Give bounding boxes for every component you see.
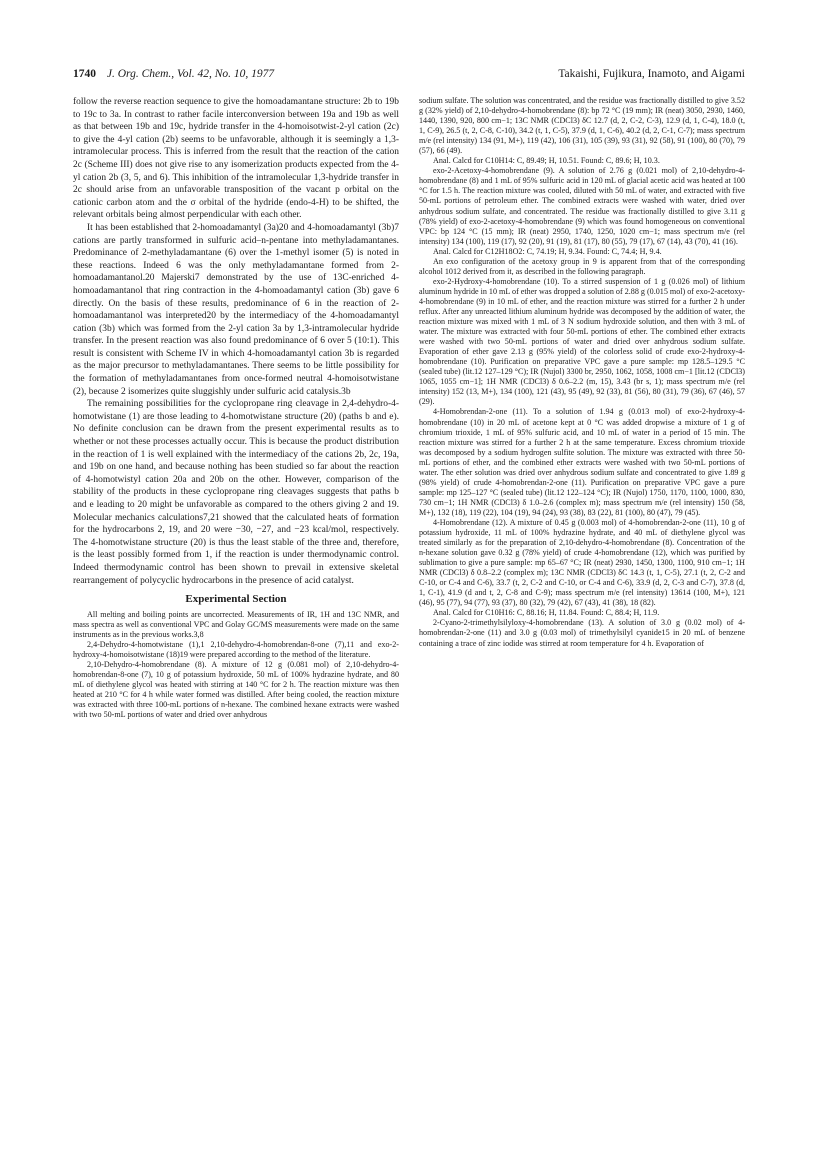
right-column	[419, 96, 745, 1141]
author-list: Takaishi, Fujikura, Inamoto, and Aigami	[558, 68, 745, 80]
left-column	[73, 96, 399, 1096]
page-number: 1740	[73, 68, 96, 80]
experimental-paragraph: 2,10-Dehydro-4-homobrendane (8). A mixture of 12 g (0.081 mol) of 2,10-dehydro-4-homobrendan-8-one (7), 10 g of potassium hydroxide, 50 mL of 100% hydrazine hydrate, and 80 mL of diethylene glycol was heated with stirring at 140 °C for 2 h. The reaction mixture was then heated at 210 °C for 4 h while water formed was distilled. After being cooled, the reaction mixture was extracted with three 100-mL portions of n-hexane. The combined hexane extracts were washed with two 50-mL portions of water and dried over anhydrous	[73, 660, 399, 720]
experimental-paragraph: All melting and boiling points are uncorrected. Measurements of IR, 1H and 13C NMR, and mass spectra as well as conventional VPC and Golay GC/MS measurements were made on the same instruments as in the previous works.3,8	[73, 610, 399, 640]
journal-citation: J. Org. Chem., Vol. 42, No. 10, 1977	[106, 68, 275, 80]
analysis-paragraph: Anal. Calcd for C10H16: C, 88.16; H, 11.84. Found: C, 88.4; H, 11.9.	[433, 608, 660, 618]
experimental-paragraph: 2-Cyano-2-trimethylsilyloxy-4-homobrendane (13). A solution of 3.0 g (0.02 mol) of 4-homobrendan-2-one (11) and 3.0 g (0.03 mol) of trimethylsilyl cyanide15 in 20 mL of benzene containing a trace of zinc iodide was stirred at room temperature for 4 h. Evaporation of	[419, 618, 745, 648]
experimental-paragraph: 4-Homobrendan-2-one (11). To a solution of 1.94 g (0.013 mol) of exo-2-hydroxy-4-homobrendane (10) in 20 mL of acetone kept at 0 °C was added dropwise a mixture of 1 g of chromium trioxide, 1 mL of 95% sulfuric acid, and 10 mL of water in a period of 15 min. The reaction mixture was stirred for a further 2 h at the same temperature. Excess chromium trioxide was decomposed by a sodium hydrogen sulfite solution. The mixture was extracted with three 50-mL portions of ether, and the combined ether extracts were washed with two 50-mL portions of water. The ether solution was dried over anhydrous sodium sulfate and concentrated to give 1.89 g (98% yield) of crude 4-homobrendan-2-one (11). Purification on preparative VPC gave a pure sample: mp 125–127 °C (sealed tube) (lit.12 122–124 °C); IR (Nujol) 1750, 1170, 1100, 1000, 830, 730 cm−1; 1H NMR (CDCl3) δ 1.0–2.6 (complex m); mass spectrum m/e (rel intensity) 150 (58, M+), 132 (18), 119 (22), 104 (19), 94 (24), 93 (38), 83 (22), 81 (100), 80 (47), 79 (45).	[419, 407, 745, 517]
analysis-paragraph: Anal. Calcd for C10H14: C, 89.49; H, 10.51. Found: C, 89.6; H, 10.3.	[433, 156, 660, 166]
experimental-paragraph: exo-2-Hydroxy-4-homobrendane (10). To a stirred suspension of 1 g (0.026 mol) of lithium aluminum hydride in 10 mL of ether was dropped a solution of 2.88 g (0.015 mol) of exo-2-acetoxy-4-homobrendane (9) in 10 mL of ether, and the reaction mixture was stirred for a further 2 h under reflux. After any unreacted lithium aluminum hydride was decomposed by the addition of water, the reaction mixture was mixed with 1 mL of 3 N sodium hydroxide solution, and then with 3 mL of water. The mixture was extracted with four 50-mL portions of ether. The combined ether extracts were washed with two 50-mL portions of water and dried over anhydrous sodium sulfate. Evaporation of ether gave 2.13 g (95% yield) of the colorless solid of crude exo-2-hydroxy-4-homobrendane (10). Purification on preparative VPC gave a pure sample: mp 128.5–129.5 °C (sealed tube) (lit.12 127–129 °C); IR (Nujol) 3300 br, 2950, 1062, 1058, 1008 cm−1 [lit.12 (CDCl3) 1065, 1055 cm−1]; 1H NMR (CDCl3) δ 0.6–2.2 (m, 15), 3.43 (br s, 1); mass spectrum m/e (rel intensity) 152 (13, M+), 134 (100), 121 (43), 95 (49), 92 (33), 81 (56), 80 (31), 79 (36), 67 (46), 57 (29).	[419, 276, 745, 407]
analysis-paragraph: Anal. Calcd for C12H18O2: C, 74.19; H, 9.34. Found: C, 74.4; H, 9.4.	[433, 246, 662, 256]
experimental-paragraph: exo-2-Acetoxy-4-homobrendane (9). A solution of 2.76 g (0.021 mol) of 2,10-dehydro-4-homobrendane (8) and 1 mL of 95% sulfuric acid in 120 mL of glacial acetic acid was heated at 100 °C for 1.5 h. The reaction mixture was cooled, diluted with 50 mL of water, and extracted with five 50-mL portions of petroleum ether. The combined extracts were washed with water, dried over anhydrous sodium sulfate, and concentrated. The residue was fractionally distilled to give 3.11 g (78% yield) of exo-2-acetoxy-4-homobrendane (9) which was found homogeneous on conventional VPC: bp 124 °C (15 mm); IR (neat) 2950, 1740, 1250, 1020 cm−1; mass spectrum m/e (rel intensity) 134 (100), 119 (17), 92 (20), 91 (19), 81 (17), 80 (55), 79 (17), 67 (14), 43 (70), 41 (16).	[419, 166, 745, 246]
header-left	[73, 68, 274, 80]
experimental-paragraph: 2,4-Dehydro-4-homotwistane (1),1 2,10-dehydro-4-homobrendan-8-one (7),11 and exo-2-hydroxy-4-homoisotwistane (18)19 were prepared according to the method of the literature.	[73, 640, 399, 660]
experimental-paragraph: 4-Homobrendane (12). A mixture of 0.45 g (0.003 mol) of 4-homobrendan-2-one (11), 10 g of potassium hydroxide, 11 mL of 100% hydrazine hydrate, and 40 mL of diethylene glycol was treated similarly as for the preparation of 2,10-dehydro-4-homobrendane (8). Concentration of the n-hexane solution gave 0.32 g (78% yield) of crude 4-homobrendane (12), which was purified by sublimation to give a pure sample: mp 65–67 °C; IR (neat) 2930, 1450, 1300, 1100, 910 cm−1; 1H NMR (CDCl3) δ 0.8–2.2 (complex m); 13C NMR (CDCl3) δC 14.3 (t, 1, C-5), 27.1 (t, 2, C-2 and C-10, or C-4 and C-6), 33.7 (t, 2, C-2 and C-10, or C-4 and C-6), 33.9 (d, 2, C-3 and C-7), 37.8 (d, 1, C-1), 41.9 (d and t, 2, C-8 and C-9); mass spectrum m/e (rel intensity) 13614 (100, M+), 121 (46), 95 (77), 94 (77), 93 (37), 80 (32), 79 (42), 67 (43), 41 (38), 18 (82).	[419, 517, 745, 608]
body-paragraph: follow the reverse reaction sequence to give the homoadamantane structure: 2b to 19b to 19c to 3a. In contrast to rather facile interconversion between 19a and 19b as well as that between 19b and 19c, hydride transfer in the 4-homoisotwist-2-yl cation (2c) to give the 4-yl cation (2b) seems to be unfavorable, although it is seemingly a 1,3-intramolecular process. This is inferred from the result that the reaction of the cation 2c (Scheme III) does not give rise to any isomerization products expected from the 4-yl cation 2b (3, 5, and 6). This inhibition of the intramolecular 1,3-hydride transfer in 2c should arise from an unfavorable transposition of the vacant p orbital on the cationic carbon atom and the σ orbital of the hydride (endo-4-H) to be shifted, the relevant orbitals being almost perpendicular with each other.	[73, 97, 399, 221]
section-heading: Experimental Section	[185, 593, 287, 606]
note-paragraph: An exo configuration of the acetoxy group in 9 is apparent from that of the corresponding alcohol 1012 derived from it, as described in the following paragraph.	[419, 256, 745, 276]
body-paragraph: It has been established that 2-homoadamantyl (3a)20 and 4-homoadamantyl (3b)7 cations are partly transformed in sulfuric acid–n-pentane into methyladamantanes. Predominance of 2-methyladamantane (6) over the 1-methyl isomer (5) is noted in these reactions. Indeed 6 was the only methyladamantane formed from 2-homoadamantanol.20 Majerski7 demonstrated by the use of 13C-enriched 4-homoadamantanol that ring contraction in the 4-homoadamantyl cation (3b) gave 6 directly. On the basis of these results, predominance of 6 in the reaction of 2-homoadamantanol was interpreted20 by the intermediacy of the 4-homoadamantyl cation (3b) which was formed from the 2-yl cation 3a by 1,3-intramolecular hydride transfer. In the present reaction was also found predominance of 6 over 5 (10:1). This result is consistent with Scheme IV in which 4-homoadamantyl cation 3b is regarded as the major precursor to methyladamantanes. There seems to be little possibility for the formation of methyladamantanes from once-formed neutral 4-homoisotwistane (2), because 2 isomerizes quite sluggishly under sulfuric acid catalysis.3b	[73, 222, 399, 397]
experimental-paragraph: sodium sulfate. The solution was concentrated, and the residue was fractionally distilled to give 3.52 g (32% yield) of 2,10-dehydro-4-homobrendane (8): bp 72 °C (19 mm); IR (neat) 3050, 2930, 1460, 1440, 1390, 920, 800 cm−1; 13C NMR (CDCl3) δC 12.7 (d, 2, C-2, C-3), 12.9 (d, 1, C-4), 18.0 (t, 1, C-9), 26.5 (t, 2, C-8, C-10), 34.2 (t, 1, C-5), 37.9 (d, 1, C-6), 40.2 (d, 2, C-1, C-7); mass spectrum m/e (rel intensity) 134 (91, M+), 119 (42), 106 (31), 105 (39), 93 (31), 92 (58), 91 (100), 80 (70), 79 (57), 66 (49).	[419, 96, 745, 156]
body-paragraph: The remaining possibilities for the cyclopropane ring cleavage in 2,4-dehydro-4-homotwistane (1) are those leading to 4-homotwistane structure (20) (paths b and e). No definite conclusion can be drawn from the present experimental results as to whether or not these processes actually occur. This is because the product distribution in the reaction of 1 is well explained with the intermediacy of the cations 2b, 2c, 19a, and 19b on one hand, and because nothing has been studied so far about the reaction of 4-homotwistyl cation 20a and 20b on the other. However, comparison of the stability of the products in these cyclopropane ring cleavages suggests that paths b and e leading to 20 might be unfavorable as compared to the others giving 2 and 19. Molecular mechanics calculations7,21 showed that the calculated heats of formation for the hydrocarbons 2, 19, and 20 were −30, −27, and −23 kcal/mol, respectively. The 4-homotwistane structure (20) is thus the least stable of the three and, therefore, is the least possibly formed from 1, if the reaction is under thermodynamic control. Indeed thermodynamic control has been shown to prevail in extensive skeletal rearrangement of polycyclic hydrocarbons in the presence of acid catalyst.	[73, 399, 399, 586]
running-header	[73, 68, 745, 84]
